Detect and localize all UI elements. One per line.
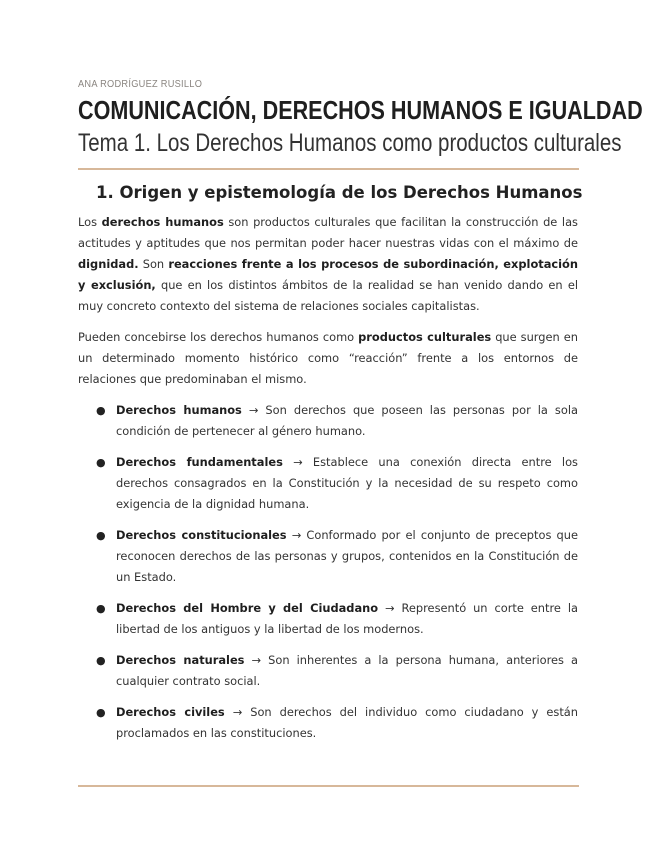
definition-item [78, 650, 578, 692]
definition-item [78, 400, 578, 442]
definitions-list [78, 400, 578, 744]
definition-text: → Representó un corte entre la libertad de los antiguos y la libertad de los modernos. [116, 601, 578, 636]
bullet-icon: ● [96, 602, 106, 615]
definition-text: → Son inherentes a la persona humana, anteriores a cualquier contrato social. [116, 653, 578, 688]
footer-divider [78, 785, 579, 787]
author-name: ANA RODRÍGUEZ RUSILLO [78, 78, 203, 90]
definition-term: Derechos del Hombre y del Ciudadano [116, 601, 379, 615]
paragraph-bold-text: reacciones frente a los procesos de subordinación, explotación y exclusión, [78, 257, 578, 292]
bullet-icon: ● [96, 654, 106, 667]
definition-term: Derechos fundamentales [116, 455, 283, 469]
paragraph-bold-text: dignidad. [78, 257, 139, 271]
paragraph-text: Son [138, 257, 169, 271]
paragraph-text: que en los distintos ámbitos de la realidad se han venido dando en el muy concreto contexto del sistema de relaciones sociales capitalistas. [78, 278, 578, 313]
paragraph-text: Los [78, 215, 102, 229]
definition-item [78, 702, 578, 744]
cultural-products-paragraph [78, 327, 578, 390]
bullet-icon: ● [96, 529, 106, 542]
course-title: COMUNICACIÓN, DERECHOS HUMANOS E IGUALDAD [78, 95, 643, 125]
bullet-icon: ● [96, 404, 106, 417]
definition-item [78, 525, 578, 588]
definition-term: Derechos naturales [116, 653, 245, 667]
definition-text: → Son derechos del individuo como ciudadano y están proclamados en las constituciones. [116, 705, 578, 740]
definition-text: → Son derechos que poseen las personas por la sola condición de pertenecer al género humano. [116, 403, 578, 438]
definition-term: Derechos humanos [116, 403, 242, 417]
header-divider [78, 168, 579, 170]
paragraph-text: Pueden concebirse los derechos humanos como [78, 330, 359, 344]
definition-term: Derechos constitucionales [116, 528, 287, 542]
intro-paragraph [78, 212, 578, 317]
document-page [78, 76, 643, 754]
bullet-icon: ● [96, 456, 106, 469]
definition-item [78, 598, 578, 640]
paragraph-text: que surgen en un determinado momento histórico como “reacción” frente a los entornos de relaciones que predominaban el mismo. [78, 330, 578, 386]
paragraph-bold-text: derechos humanos [101, 215, 224, 229]
paragraph-bold-text: productos culturales [358, 330, 492, 344]
section-heading: 1. Origen y epistemología de los Derechos Humanos [96, 183, 583, 202]
paragraph-text: son productos culturales que facilitan la construcción de las actitudes y aptitudes que nos permitan poder hacer nuestras vidas con el máximo de [78, 215, 578, 250]
definition-text: → Establece una conexión directa entre los derechos consagrados en la Constitución y la necesidad de su respeto como exigencia de la dignidad humana. [116, 455, 578, 511]
topic-title: Tema 1. Los Derechos Humanos como productos culturales [78, 129, 622, 157]
definition-term: Derechos civiles [116, 705, 225, 719]
definition-item [78, 452, 578, 515]
definition-text: → Conformado por el conjunto de preceptos que reconocen derechos de las personas y grupos, contenidos en la Constitución de un Estado. [116, 528, 579, 584]
bullet-icon: ● [96, 706, 106, 719]
